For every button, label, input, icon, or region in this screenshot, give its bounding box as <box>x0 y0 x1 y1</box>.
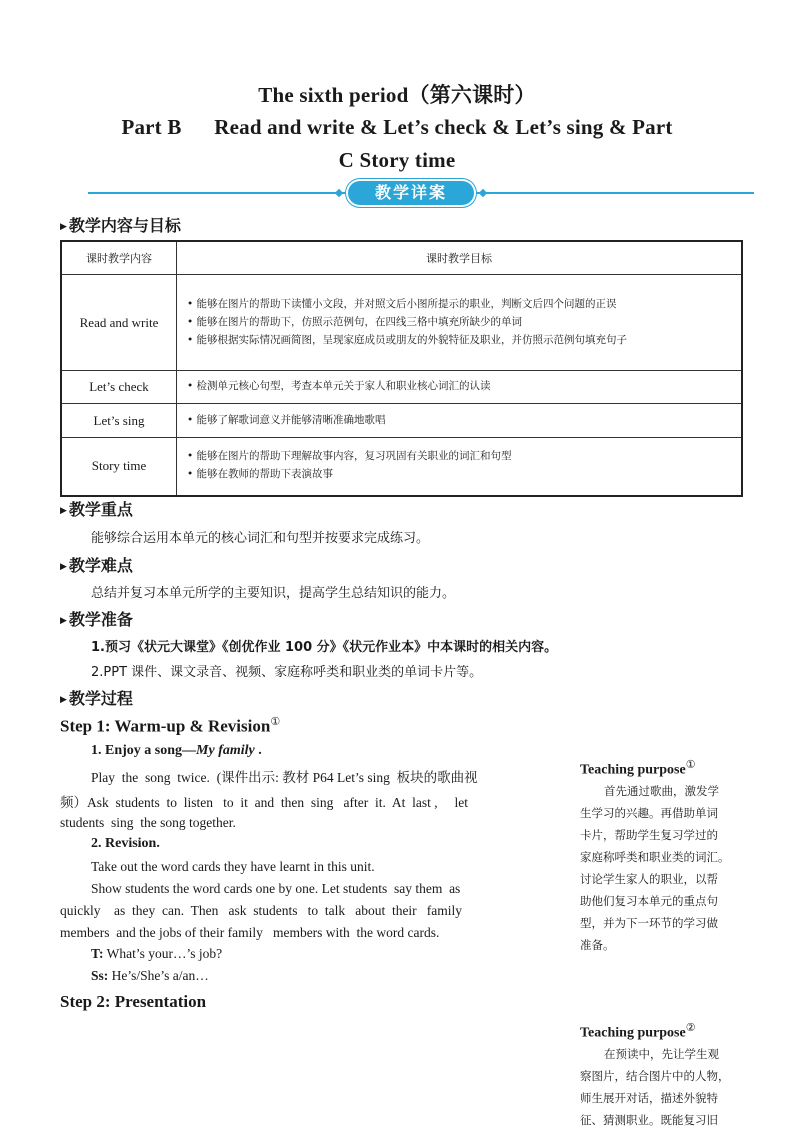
dialogue-students: Ss: He’s/She’s a/an… <box>91 968 209 983</box>
table-cell-goals: • 能够在图片的帮助下理解故事内容，复习巩固有关职业的词汇和句型 • 能够在教师的帮助下表演故事 <box>177 438 743 496</box>
step1-paragraph-3-line1: Show students the word cards one by one. Let students say them as <box>91 881 461 896</box>
side-note-1-body: 首先通过歌曲，激发学 生学习的兴趣。再借助单词 卡片，帮助学生复习学过的 家庭称呼类和职业类的词汇。 讨论学生家人的职业，以帮 助他们复习本单元的重点句 型，并为下一环节的学习做 准备。 <box>580 784 730 952</box>
table-cell-goals: • 能够了解歌词意义并能够清晰准确地歌唱 <box>177 404 743 438</box>
side-note-2-heading: Teaching purpose② <box>580 1022 696 1041</box>
side-note-1-heading: Teaching purpose① <box>580 759 696 778</box>
page-subtitle-cont: C Story time <box>338 148 456 172</box>
step1-paragraph-2: Take out the word cards they have learnt in this unit. <box>91 859 375 874</box>
step1-paragraph-3-line3: members and the jobs of their family members with the word cards. <box>60 925 440 940</box>
triangle-bullet-icon: ▶ <box>60 506 67 516</box>
table-row <box>61 275 742 371</box>
badge-diamond-left <box>335 189 343 197</box>
teaching-plan-badge: 教学详案 <box>348 181 474 205</box>
section-content-goals: ▶ 教学内容与目标 <box>60 216 181 235</box>
section-key-points: ▶ 教学重点 <box>60 500 133 519</box>
table-cell-goals: • 检测单元核心句型，考查本单元关于家人和职业核心词汇的认读 <box>177 371 743 404</box>
step1-sub2: 2. Revision. <box>91 836 160 851</box>
triangle-bullet-icon: ▶ <box>60 562 67 572</box>
table-cell-content: Story time <box>61 438 177 496</box>
step1-paragraph-1-line2: 频）Ask students to listen to it and then sing after it. At last , let <box>60 795 468 810</box>
step1-sub1: 1. Enjoy a song—My family . <box>91 743 262 758</box>
step1-heading: Step 1: Warm-up & Revision① <box>60 716 281 736</box>
table-row <box>61 371 742 404</box>
side-note-2-body: 在预读中，先让学生观 察图片，结合图片中的人物， 师生展开对话，描述外貌特 征、猜测职业。既能复习旧 <box>580 1047 730 1127</box>
difficulties-text: 总结并复习本单元所学的主要知识，提高学生总结知识的能力。 <box>91 586 456 601</box>
table-cell-content: Read and write <box>61 275 177 371</box>
page-title: The sixth period（第六课时） <box>258 83 536 107</box>
step2-heading: Step 2: Presentation <box>60 992 207 1011</box>
page-subtitle: Part B Read and write & Let’s check & Let’s sing & Part <box>121 115 673 139</box>
prep-item-1: 1.预习《状元大课堂》《创优作业 100 分》《状元作业本》中本课时的相关内容。 <box>91 640 558 655</box>
table-row <box>61 404 742 438</box>
prep-item-2: 2.PPT 课件、课文录音、视频、家庭称呼类和职业类的单词卡片等。 <box>91 665 483 680</box>
section-preparation: ▶ 教学准备 <box>60 610 133 629</box>
section-process: ▶ 教学过程 <box>60 689 133 708</box>
table-header-row <box>61 241 742 275</box>
table-cell-goals: • 能够在图片的帮助下读懂小文段，并对照文后小图所提示的职业，判断文后四个问题的正误 • 能够在图片的帮助下，仿照示范例句，在四线三格中填充所缺少的单词 • 能够根据实际情况画简图，呈现家庭成员或朋友的外貌特征及职业，并仿照示范例句填充句子 <box>177 275 743 371</box>
badge-diamond-right <box>479 189 487 197</box>
triangle-bullet-icon: ▶ <box>60 222 67 232</box>
section-difficulties: ▶ 教学难点 <box>60 556 133 575</box>
triangle-bullet-icon: ▶ <box>60 695 67 705</box>
dialogue-teacher: T: What’s your…’s job? <box>91 946 223 961</box>
table-cell-content: Let’s sing <box>61 404 177 438</box>
step1-paragraph-3-line2: quickly as they can. Then ask students to talk about their family <box>60 903 463 918</box>
step1-paragraph-1-line1: Play the song twice. (课件出示: 教材 P64 Let’s sing 板块的歌曲视 <box>91 770 478 785</box>
step1-paragraph-1-line3: students sing the song together. <box>60 815 236 830</box>
table-cell-content: Let’s check <box>61 371 177 404</box>
table-header-content: 课时教学内容 <box>61 241 177 275</box>
key-points-text: 能够综合运用本单元的核心词汇和句型并按要求完成练习。 <box>91 531 430 546</box>
goals-table <box>60 240 743 497</box>
triangle-bullet-icon: ▶ <box>60 616 67 626</box>
table-row <box>61 438 742 496</box>
table-header-goals: 课时教学目标 <box>177 241 743 275</box>
